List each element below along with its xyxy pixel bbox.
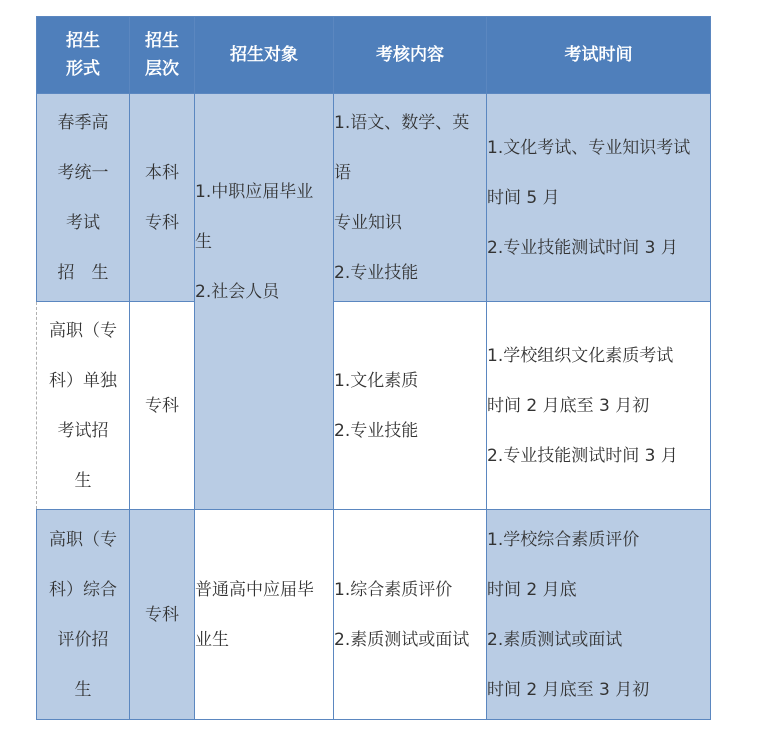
header-target: 招生对象 xyxy=(195,17,334,94)
enrollment-table xyxy=(36,16,711,720)
header-form: 招生 形式 xyxy=(37,17,130,94)
row3-content: 1.综合素质评价 2.素质测试或面试 xyxy=(334,510,487,720)
row2-level: 专科 xyxy=(130,302,195,510)
row3-level: 专科 xyxy=(130,510,195,720)
shared-target: 1.中职应届毕业 生 2.社会人员 xyxy=(195,94,334,510)
header-row xyxy=(37,17,711,94)
table-row xyxy=(37,302,711,510)
row3-form: 高职（专 科）综合 评价招 生 xyxy=(37,510,130,720)
header-level: 招生 层次 xyxy=(130,17,195,94)
row1-time: 1.文化考试、专业知识考试 时间 5 月 2.专业技能测试时间 3 月 xyxy=(487,94,711,302)
header-time: 考试时间 xyxy=(487,17,711,94)
row2-content: 1.文化素质 2.专业技能 xyxy=(334,302,487,510)
table-row xyxy=(37,510,711,720)
row2-time: 1.学校组织文化素质考试 时间 2 月底至 3 月初 2.专业技能测试时间 3 月 xyxy=(487,302,711,510)
table-row xyxy=(37,94,711,302)
row3-time: 1.学校综合素质评价 时间 2 月底 2.素质测试或面试 时间 2 月底至 3 月初 xyxy=(487,510,711,720)
row1-content: 1.语文、数学、英语 专业知识 2.专业技能 xyxy=(334,94,487,302)
row1-form: 春季高 考统一 考试 招 生 xyxy=(37,94,130,302)
row2-form: 高职（专 科）单独 考试招 生 xyxy=(37,302,130,510)
row1-level: 本科 专科 xyxy=(130,94,195,302)
header-content: 考核内容 xyxy=(334,17,487,94)
row3-target: 普通高中应届毕 业生 xyxy=(195,510,334,720)
